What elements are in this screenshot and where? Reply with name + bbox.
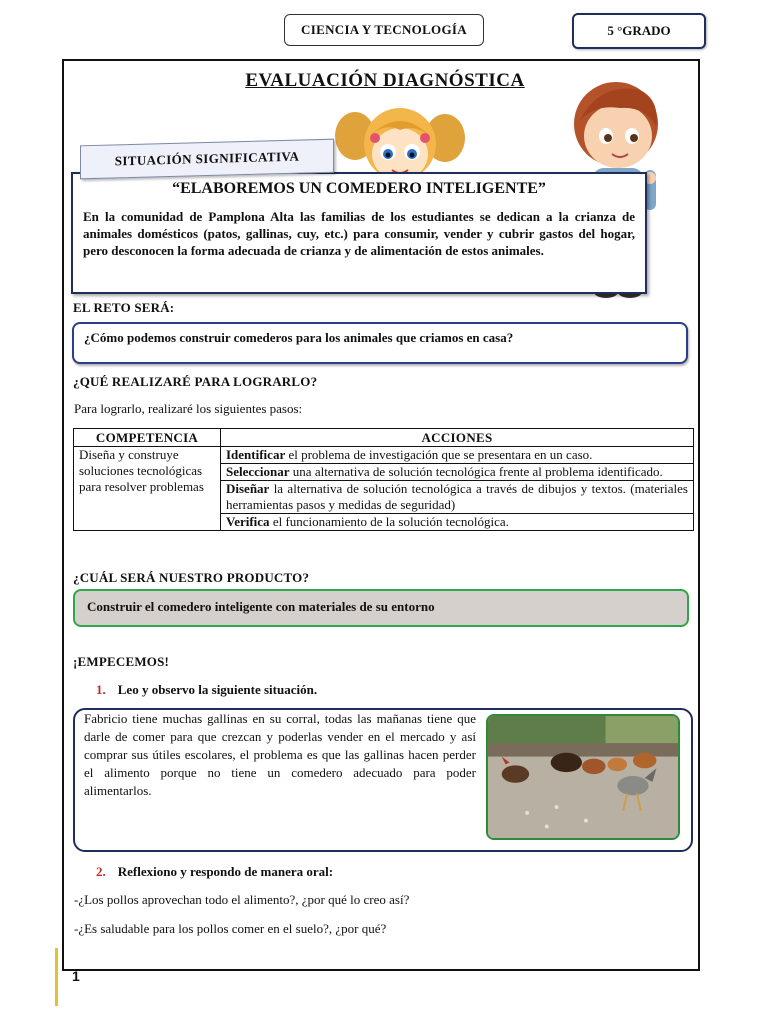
question-1: -¿Los pollos aprovechan todo el alimento?, ¿por qué lo creo así? [74,892,410,907]
plan-heading: ¿QUÉ REALIZARÉ PARA LOGRARLO? [73,374,318,389]
step-2-text: Reflexiono y respondo de manera oral: [117,864,334,879]
challenge-question: ¿Cómo podemos construir comederos para los animales que criamos en casa? [72,322,688,364]
action-text: una alternativa de solución tecnológica frente al problema identificado. [289,464,663,479]
step-1-number: 1. [96,682,106,697]
situation-box [71,172,647,294]
situation-tab: SITUACIÓN SIGNIFICATIVA [80,139,334,180]
product-heading: ¿CUÁL SERÁ NUESTRO PRODUCTO? [73,570,310,585]
plan-intro: Para lograrlo, realizaré los siguientes pasos: [74,401,303,416]
grade-label: 5 °GRADO [572,13,706,49]
action-text: el funcionamiento de la solución tecnológica. [269,514,509,529]
question-2: -¿Es saludable para los pollos comer en el suelo?, ¿por qué? [74,921,387,936]
action-verb: Verifica [226,514,270,529]
page-title: EVALUACIÓN DIAGNÓSTICA [245,70,525,91]
step-2 [96,864,333,880]
challenge-heading: EL RETO SERÁ: [73,300,175,315]
action-cell [221,464,694,481]
table-header-row [74,429,694,447]
action-verb: Identificar [226,447,286,462]
table-row [74,447,694,464]
margin-bar [55,948,58,1006]
action-text: la alternativa de solución tecnológica a través de dibujos y textos. (materiales herramientas pasos y medidas de seguridad) [226,481,688,512]
table-header-actions: ACCIONES [221,429,694,447]
action-cell [221,481,694,514]
step-2-number: 2. [96,864,106,879]
chickens-photo [486,714,680,840]
action-text: el problema de investigación que se presentara en un caso. [285,447,593,462]
product-box: Construir el comedero inteligente con materiales de su entorno [73,589,689,627]
story-text: Fabricio tiene muchas gallinas en su corral, todas las mañanas tiene que darle de comer para que crezcan y poderlas vender en el mercado y así comprar sus útiles escolares, el problema es que las gallinas hacen perder el alimento porque no tiene un comedero adecuado para poder alimentarlos. [84,711,476,798]
subject-label: CIENCIA Y TECNOLOGÍA [284,14,484,46]
competency-cell: Diseña y construye soluciones tecnológicas para resolver problemas [74,447,221,531]
girl-illustration [330,94,470,182]
competency-table [73,428,694,531]
action-cell [221,514,694,531]
start-heading: ¡EMPECEMOS! [73,654,170,669]
page-number: 1 [72,968,80,984]
action-verb: Seleccionar [226,464,290,479]
situation-text: En la comunidad de Pamplona Alta las familias de los estudiantes se dedican a la crianza de animales domésticos (patos, gallinas, cuy, etc.) para consumir, vender y cubrir gastos del hogar, pero desconocen la forma adecuada de crianza y de alimentación de estos animales. [83,209,635,258]
action-cell [221,447,694,464]
situation-heading: “ELABOREMOS UN COMEDERO INTELIGENTE” [172,180,546,197]
table-header-competency: COMPETENCIA [74,429,221,447]
action-verb: Diseñar [226,481,270,496]
step-1-text: Leo y observo la siguiente situación. [117,682,318,697]
step-1 [96,682,317,698]
